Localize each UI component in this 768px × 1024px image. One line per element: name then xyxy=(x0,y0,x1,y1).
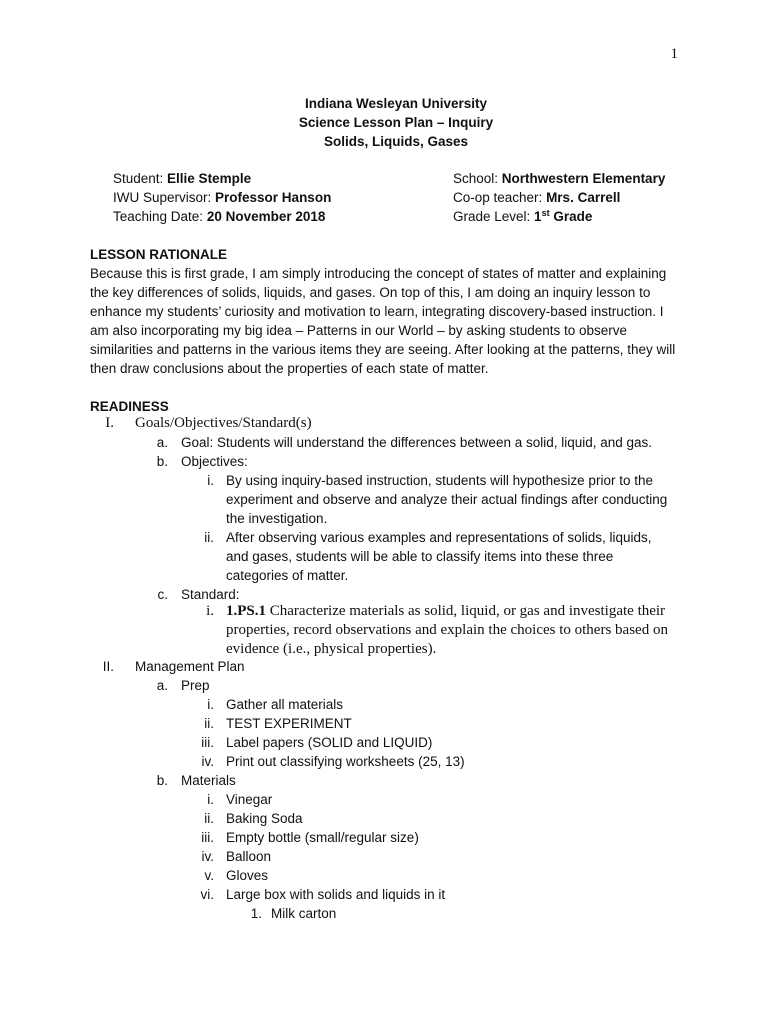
grade-word: Grade xyxy=(549,209,593,224)
supervisor-value: Professor Hanson xyxy=(215,190,332,205)
prep-item: Print out classifying worksheets (25, 13) xyxy=(226,754,465,769)
list-marker: b. xyxy=(156,773,168,788)
objective-item: After observing various examples and representations of solids, liquids, and gases, students will be able to classify items into these three categories of matter. xyxy=(226,530,652,583)
page-number: 1 xyxy=(670,46,678,62)
list-marker: i. xyxy=(207,792,214,807)
document-title xyxy=(0,94,768,151)
rationale-heading: LESSON RATIONALE xyxy=(90,247,228,262)
title-plan: Science Lesson Plan – Inquiry xyxy=(298,115,494,130)
grade-suffix: st xyxy=(541,208,550,218)
standard-heading: Standard: xyxy=(181,587,240,602)
grade-line xyxy=(453,207,665,226)
student-line xyxy=(113,169,331,188)
standard-code: 1.PS.1 xyxy=(226,603,267,619)
list-marker: ii. xyxy=(204,811,214,826)
date-label: Teaching Date: xyxy=(113,209,207,224)
info-right-column xyxy=(453,169,665,226)
material-item: Baking Soda xyxy=(226,811,303,826)
prep-item: Label papers (SOLID and LIQUID) xyxy=(226,735,433,750)
list-marker: i. xyxy=(206,603,214,619)
list-marker: II. xyxy=(102,659,114,674)
coop-line xyxy=(453,188,665,207)
list-marker: c. xyxy=(157,587,168,602)
goals-heading: Goals/Objectives/Standard(s) xyxy=(135,415,312,431)
list-marker: b. xyxy=(156,454,168,469)
material-item: Gloves xyxy=(226,868,269,883)
grade-number: 1 xyxy=(534,209,542,224)
materials-heading: Materials xyxy=(181,773,236,788)
rationale-text: Because this is first grade, I am simply introducing the concept of states of matter and explaining the key differences of solids, liquids, and gases. On top of this, I am doing an inquiry lesson to enhance my students’ curiosity and motivation to learn, integrating discovery-based instruction. I am also incorporating my big idea – Patterns in our World – by asking students to observe similarities and patterns in the various items they are seeing. After looking at the patterns, they will then draw conclusions about the properties of each state of matter. xyxy=(90,266,676,376)
list-marker: I. xyxy=(105,415,114,431)
school-label: School: xyxy=(453,171,502,186)
list-marker: 1. xyxy=(250,906,262,921)
objectives-heading: Objectives: xyxy=(181,454,248,469)
lesson-rationale-section xyxy=(90,245,680,378)
grade-value xyxy=(534,209,592,224)
list-marker: i. xyxy=(207,697,214,712)
management-plan-heading: Management Plan xyxy=(135,659,245,674)
school-line xyxy=(453,169,665,188)
title-university: Indiana Wesleyan University xyxy=(304,96,488,111)
list-marker: a. xyxy=(156,678,168,693)
date-line xyxy=(113,207,331,226)
coop-label: Co-op teacher: xyxy=(453,190,547,205)
supervisor-label: IWU Supervisor: xyxy=(113,190,216,205)
standard-item xyxy=(226,602,686,659)
date-value: 20 November 2018 xyxy=(206,209,326,224)
list-marker: v. xyxy=(204,868,214,883)
info-left-column xyxy=(113,169,331,226)
goal-item: Goal: Students will understand the differences between a solid, liquid, and gas. xyxy=(181,435,653,450)
material-subitem: Milk carton xyxy=(271,906,337,921)
readiness-heading: READINESS xyxy=(90,399,169,414)
coop-value: Mrs. Carrell xyxy=(546,190,621,205)
material-item: Vinegar xyxy=(226,792,273,807)
list-marker: iv. xyxy=(201,849,214,864)
supervisor-line xyxy=(113,188,331,207)
list-marker: iv. xyxy=(201,754,214,769)
grade-label: Grade Level: xyxy=(453,209,535,224)
list-marker: a. xyxy=(156,435,168,450)
prep-item: Gather all materials xyxy=(226,697,344,712)
objective-item: By using inquiry-based instruction, students will hypothesize prior to the experiment and observe and analyze their actual findings after conducting the investigation. xyxy=(226,473,668,526)
title-topic: Solids, Liquids, Gases xyxy=(323,134,469,149)
material-item: Large box with solids and liquids in it xyxy=(226,887,446,902)
prep-item: TEST EXPERIMENT xyxy=(226,716,352,731)
list-marker: iii. xyxy=(201,830,214,845)
list-marker: ii. xyxy=(204,716,214,731)
list-marker: ii. xyxy=(204,530,214,545)
student-label: Student: xyxy=(113,171,168,186)
school-value: Northwestern Elementary xyxy=(501,171,666,186)
list-marker: i. xyxy=(207,473,214,488)
standard-text: Characterize materials as solid, liquid, or gas and investigate their properties, record observations and explain the choices to others based on evidence (i.e., physical properties). xyxy=(226,603,668,657)
material-item: Balloon xyxy=(226,849,272,864)
prep-heading: Prep xyxy=(181,678,210,693)
material-item: Empty bottle (small/regular size) xyxy=(226,830,419,845)
student-value: Ellie Stemple xyxy=(167,171,252,186)
list-marker: iii. xyxy=(201,735,214,750)
list-marker: vi. xyxy=(200,887,214,902)
